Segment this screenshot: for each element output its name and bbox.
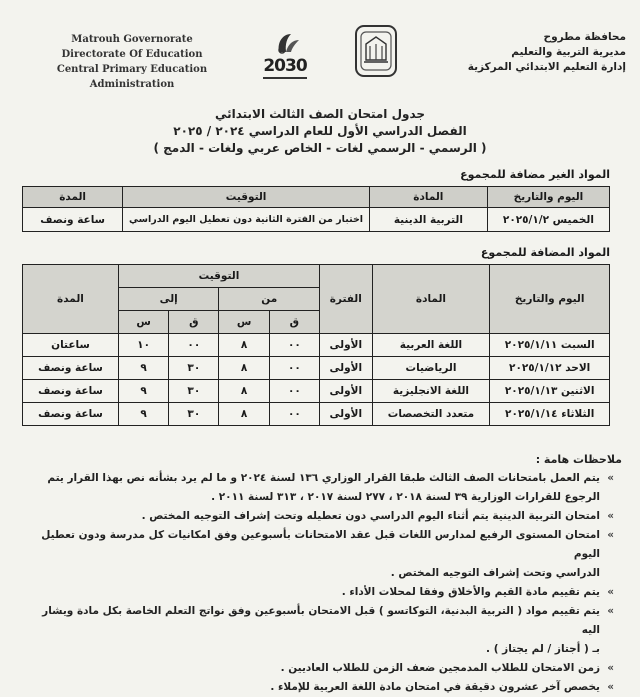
cell-from-minutes: ٠٠	[269, 380, 319, 403]
cell-to-minutes: ٣٠	[169, 357, 219, 380]
header-timing: التوقيت	[118, 265, 319, 288]
header-english-block	[22, 32, 242, 92]
vision-2030-logo	[255, 30, 315, 86]
title-line-1: جدول امتحان الصف الثالث الابتدائي	[214, 107, 426, 121]
cell-duration: ساعة ونصف	[23, 403, 119, 426]
header-duration: المدة	[23, 187, 123, 208]
header-from: من	[219, 288, 320, 311]
cell-subject: اللغة العربية	[372, 334, 490, 357]
header-line-directorate: Directorate Of Education	[61, 49, 203, 60]
header-from-minutes: ق	[269, 311, 319, 334]
header-subject: المادة	[372, 265, 490, 334]
cell-period: الأولى	[320, 357, 373, 380]
table-row	[23, 380, 610, 403]
cell-to-hours: ٩	[118, 357, 168, 380]
cell-subject: الرياضيات	[372, 357, 490, 380]
vision-2030-emblem-icon	[255, 30, 315, 58]
cell-subject: اللغة الانجليزية	[372, 380, 490, 403]
cell-from-minutes: ٠٠	[269, 403, 319, 426]
note-item: » زمن الامتحان للطلاب المدمجين ضعف الزمن للطلاب العاديين .	[28, 659, 614, 678]
header-line-directorate-ar: مديرية التربية والتعليم	[511, 46, 626, 58]
header-to: إلى	[118, 288, 219, 311]
cell-duration: ساعة ونصف	[23, 380, 119, 403]
cell-from-hours: ٨	[219, 380, 269, 403]
cell-from-minutes: ٠٠	[269, 334, 319, 357]
cell-to-hours: ٩	[118, 380, 168, 403]
table-header-row	[23, 265, 610, 288]
schedule-titles	[100, 106, 540, 157]
cell-from-hours: ٨	[219, 357, 269, 380]
cell-day-date: الخميس ٢٠٢٥/١/٢	[487, 208, 609, 232]
header-line-administration: Central Primary Education Administration	[56, 64, 208, 90]
cell-duration: ساعتان	[23, 334, 119, 357]
cell-day-date: الاحد ٢٠٢٥/١/١٢	[490, 357, 610, 380]
cell-period: الأولى	[320, 380, 373, 403]
cell-from-minutes: ٠٠	[269, 357, 319, 380]
header-day-date: اليوم والتاريخ	[487, 187, 609, 208]
table-row	[23, 334, 610, 357]
cell-day-date: الثلاثاء ٢٠٢٥/١/١٤	[490, 403, 610, 426]
note-item: » يخصص آخر عشرون دقيقة في امتحان مادة اللغة العربية للإملاء .	[28, 678, 614, 697]
cell-to-minutes: ٣٠	[169, 403, 219, 426]
table-row	[23, 357, 610, 380]
cell-subject: متعدد التخصصات	[372, 403, 490, 426]
note-item: » يتم العمل بامتحانات الصف الثالث طبقا القرار الوزاري ١٣٦ لسنة ٢٠٢٤ و ما لم يرد بشأنه نص بهذا القرار يتم	[28, 469, 614, 488]
cell-day-date: السبت ٢٠٢٥/١/١١	[490, 334, 610, 357]
cell-from-hours: ٨	[219, 403, 269, 426]
section-non-total-label: المواد الغير مضافة للمجموع	[460, 168, 610, 181]
header-timing: التوقيت	[123, 187, 370, 208]
note-item: » امتحان التربية الدينية يتم أثناء اليوم الدراسي دون تعطيله وتحت إشراف التوجيه المختص .	[28, 507, 614, 526]
header-subject: المادة	[369, 187, 487, 208]
important-notes	[28, 450, 622, 697]
header-line-administration-ar: إدارة التعليم الابتدائي المركزية	[467, 61, 626, 73]
header-line-governorate: Matrouh Governorate	[71, 34, 193, 45]
header-to-minutes: ق	[169, 311, 219, 334]
cell-timing: اختبار من الفترة الثانية دون تعطيل اليوم الدراسي	[123, 208, 370, 232]
table-row	[23, 208, 610, 232]
cell-duration: ساعة ونصف	[23, 357, 119, 380]
header-period: الفترة	[320, 265, 373, 334]
cell-period: الأولى	[320, 334, 373, 357]
cell-to-minutes: ٣٠	[169, 380, 219, 403]
vision-2030-text: 2030	[263, 56, 307, 76]
cell-subject: التربية الدينية	[369, 208, 487, 232]
header-duration: المدة	[23, 265, 119, 334]
table-row	[23, 403, 610, 426]
cell-to-hours: ٩	[118, 403, 168, 426]
cell-to-minutes: ٠٠	[169, 334, 219, 357]
cell-to-hours: ١٠	[118, 334, 168, 357]
non-total-subjects-table	[22, 186, 610, 232]
total-subjects-table	[22, 264, 610, 426]
cell-day-date: الاثنين ٢٠٢٥/١/١٣	[490, 380, 610, 403]
notes-title: ملاحظات هامة :	[535, 453, 622, 466]
note-item: » يتم تقييم مادة القيم والأخلاق وفقا لمحلات الأداء .	[28, 583, 614, 602]
table-header-row	[23, 187, 610, 208]
ministry-seal-icon	[352, 24, 400, 80]
header-line-governorate-ar: محافظة مطروح	[543, 31, 626, 43]
header-from-hours: س	[219, 311, 269, 334]
header-day-date: اليوم والتاريخ	[490, 265, 610, 334]
section-total-label: المواد المضافة للمجموع	[480, 246, 610, 259]
header-to-hours: س	[118, 311, 168, 334]
note-item: » امتحان المستوى الرفيع لمدارس اللغات قبل عقد الامتحانات بأسبوعين وفق امكانيات كل مدرسة ودون تعطيل اليوم	[28, 526, 614, 564]
note-item-continuation: الدراسي وتحت إشراف التوجيه المختص .	[390, 567, 600, 579]
title-line-3: ( الرسمي - الرسمي لغات - الخاص عربي ولغات - الدمج )	[153, 141, 487, 155]
cell-duration: ساعة ونصف	[23, 208, 123, 232]
cell-from-hours: ٨	[219, 334, 269, 357]
note-item-continuation: الرجوع للقرارات الوزارية ٣٩ لسنة ٢٠١٨ ، ٢٧٧ لسنة ٢٠١٧ ، ٣١٣ لسنة ٢٠١١ .	[211, 491, 600, 503]
cell-period: الأولى	[320, 403, 373, 426]
title-line-2: الفصل الدراسي الأول للعام الدراسي ٢٠٢٤ / ٢٠٢٥	[173, 124, 467, 138]
header-arabic-block	[451, 30, 626, 75]
note-item-continuation: بـ ( أجتاز / لم يجتاز ) .	[486, 643, 600, 655]
note-item: » يتم تقييم مواد ( التربية البدنية، التوكاتسو ) قبل الامتحان بأسبوعين وفق نواتج التعلم الخاصة بكل مادة ويشار اليه	[28, 602, 614, 640]
